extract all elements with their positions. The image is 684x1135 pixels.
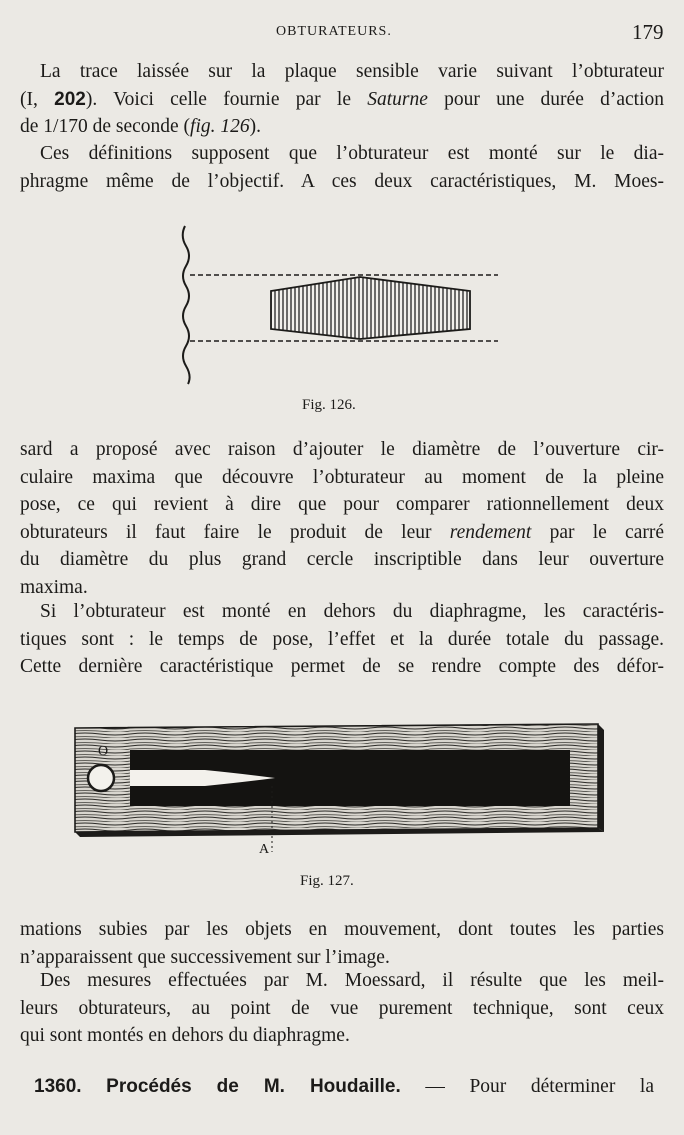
text-line: La trace laissée sur la plaque sensible varie suivant l’obturateur (40, 61, 664, 82)
figure-127-caption: Fig. 127. (300, 873, 354, 889)
text-span: par le carré (531, 521, 664, 543)
text-line: leurs obturateurs, au point de vue purement technique, sont ceux (20, 997, 664, 1019)
emphasis-word: rendement (449, 521, 532, 543)
text-line: sard a proposé avec raison d’ajouter le diamètre de l’ouverture cir- (20, 439, 664, 460)
section-title: Procédés de M. Houdaille. (106, 1076, 401, 1097)
text-line: maxima. (20, 576, 88, 598)
figure-127 (70, 720, 605, 860)
text-line (34, 1073, 654, 1101)
text-line: Ces définitions supposent que l’obturateur est monté sur le dia- (40, 143, 664, 164)
ref-bold: 202 (54, 88, 86, 110)
wavy-trace-line (183, 226, 190, 384)
text-span: (I, (20, 88, 55, 110)
section-number: 1360. (34, 1076, 82, 1097)
figure-126-caption: Fig. 126. (302, 397, 356, 413)
text-line (20, 113, 664, 141)
text-span: de 1/170 de seconde ( (20, 116, 191, 137)
text-line (20, 86, 664, 114)
paragraph-4 (20, 598, 664, 681)
label-a: A (259, 842, 270, 857)
text-line: mations subies par les objets en mouvement, dont toutes les parties (20, 919, 664, 940)
paragraph-1 (20, 58, 664, 141)
text-span: — Pour déterminer la (400, 1076, 654, 1097)
section-1360-heading (34, 1073, 654, 1101)
aperture-hole (88, 765, 114, 791)
paragraph-2 (20, 140, 664, 195)
text-line: du diamètre du plus grand cercle inscriptible dans leur ouverture (20, 549, 664, 570)
running-header: OBTURATEURS. (276, 24, 392, 39)
text-span: ). (249, 116, 261, 137)
text-line (20, 519, 664, 547)
text-line: Des mesures effectuées par M. Moessard, il résulte que les meil- (40, 970, 664, 991)
paragraph-3 (20, 436, 664, 601)
text-span: ). Voici celle fournie par le (85, 88, 368, 110)
text-line: phragme même de l’objectif. A ces deux caractéristiques, M. Moes- (20, 170, 664, 192)
figure-126 (170, 222, 510, 392)
paragraph-6 (20, 967, 664, 1050)
label-o: O (98, 744, 109, 759)
text-line: culaire maxima que découvre l’obturateur au moment de la pleine (20, 466, 664, 488)
text-line: tiques sont : le temps de pose, l’effet et la durée totale du passage. (20, 628, 664, 650)
text-line: pose, ce qui revient à dire que pour comparer rationnellement deux (20, 494, 664, 515)
paragraph-5 (20, 916, 664, 971)
text-line: n’apparaissent que successivement sur l’image. (20, 946, 390, 968)
text-line: Cette dernière caractéristique permet de se rendre compte des défor- (20, 656, 664, 677)
text-span: obturateurs il faut faire le produit de leur (20, 521, 450, 543)
exposure-trace-shape (271, 277, 470, 339)
shutter-name: Saturne (367, 88, 428, 110)
text-line: qui sont montés en dehors du diaphragme. (20, 1025, 350, 1046)
page-number: 179 (632, 20, 664, 44)
text-line: Si l’obturateur est monté en dehors du diaphragme, les caractéris- (40, 601, 664, 622)
figure-ref: fig. 126 (190, 116, 250, 137)
text-span: pour une durée d’action (427, 88, 664, 110)
